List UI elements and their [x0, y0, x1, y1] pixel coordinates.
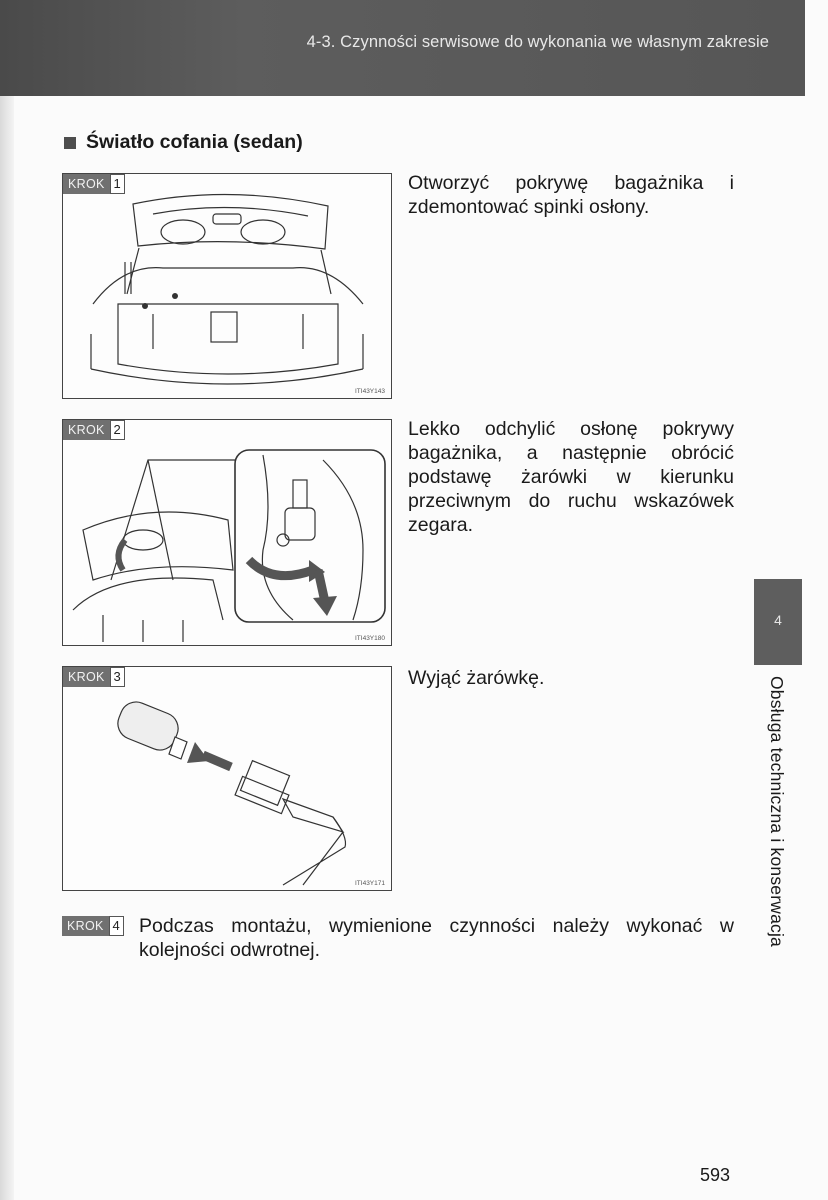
image-code: ITI43Y143 [355, 388, 385, 395]
section-bullet-square [64, 137, 76, 149]
step-number: 2 [110, 420, 125, 440]
step-2-badge [63, 420, 125, 440]
chapter-header-bar [0, 0, 805, 96]
step-keyword: KROK [63, 420, 110, 440]
step-number: 3 [110, 667, 125, 687]
chapter-number: 4 [774, 612, 782, 628]
step-keyword: KROK [62, 916, 109, 936]
step-3-badge [63, 667, 125, 687]
section-title: Światło cofania (sedan) [86, 131, 303, 153]
step-1-figure [62, 173, 392, 399]
step-1-badge [63, 174, 125, 194]
page-left-edge [0, 0, 14, 1200]
step-keyword: KROK [63, 667, 110, 687]
page-number: 593 [700, 1165, 731, 1185]
step-keyword: KROK [63, 174, 110, 194]
image-code: ITI43Y180 [355, 635, 385, 642]
chapter-side-tab [754, 579, 802, 665]
image-code: ITI43Y171 [355, 880, 385, 887]
step-number: 1 [110, 174, 125, 194]
step-4-text: Podczas montażu, wymienione czynności należy wykonać w kolejności odwrotnej. [139, 915, 734, 961]
chapter-title: 4-3. Czynności serwisowe do wykonania we własnym zakresie [306, 33, 769, 51]
step-3-figure [62, 666, 392, 891]
step-4-badge [62, 916, 124, 936]
bulb-removal-illustration [63, 667, 391, 890]
step-2-text: Lekko odchylić osłonę pokrywy bagażnika, a następnie obrócić podstawę żarówki w kierunku przeciwnym do ruchu wskazówek zegara. [408, 418, 734, 536]
step-3-text: Wyjąć żarówkę. [408, 667, 545, 689]
step-1-text: Otworzyć pokrywę bagażnika i zdemontować spinki osłony. [408, 172, 734, 218]
chapter-side-label: Obsługa techniczna i konserwacja [767, 676, 787, 947]
section-title-row [64, 131, 303, 154]
bulb-socket-rotation-illustration [63, 420, 391, 645]
step-number: 4 [109, 916, 124, 936]
trunk-open-illustration [63, 174, 391, 398]
step-2-figure [62, 419, 392, 646]
